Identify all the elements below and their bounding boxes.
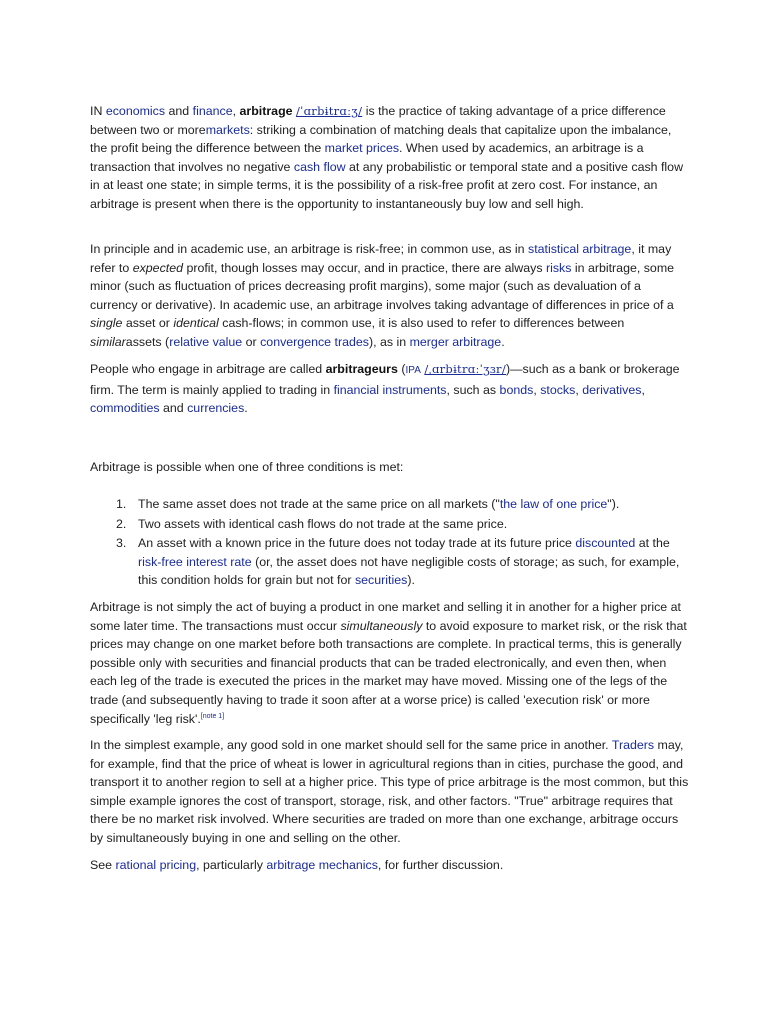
paragraph-execution-risk: Arbitrage is not simply the act of buying a product in one market and selling it in another for a higher price at some later time. The transactions must occur simultaneously to avoid exposure to market risk, or the risk that prices may change on one market before both transactions are complete. In practical terms, this is generally possible only with securities and financial products that can be traded electronically, and even then, when each leg of the trade is executed the prices in the market may have moved. Missing one of the legs of the trade (and subsequently having to trade it soon after at a worse price) is called 'execution risk' or more specifically 'leg risk'.[note 1] xyxy=(90,600,687,726)
paragraph-simple-example: In the simplest example, any good sold in one market should sell for the same price in another. Traders may, for example, find that the price of wheat is lower in agricultural regions than in cities, purchase the good, and transport it to another region to sell at a higher price. This type of price arbitrage is the most common, but this simple example ignores the cost of transport, storage, risk, and other factors. "True" arbitrage requires that there be no market risk involved. Where securities are traded on more than one exchange, arbitrage occurs by simultaneously buying in one and selling on the other. xyxy=(90,738,689,845)
ipa-pronunciation-link[interactable]: /ˈɑrbɨtrɑːʒ/ xyxy=(295,104,363,118)
link-bonds[interactable]: bonds xyxy=(499,382,534,397)
paragraph-definition: IN economics and finance, arbitrage /ˈɑrbɨtrɑːʒ/ is the practice of taking advantage of a price difference between two or moremarkets: striking a combination of matching deals that capitalize upon the imbalance, the profit being the difference between the market prices. When used by academics, an arbitrage is a transaction that involves no negative cash flow at any probabilistic or temporal state and a positive cash flow in at least one state; in simple terms, it is the possibility of a risk-free profit at zero cost. For instance, an arbitrage is present when there is the opportunity to instantaneously buy low and sell high. xyxy=(90,104,684,211)
note-1-link[interactable]: [note 1] xyxy=(200,712,225,720)
paragraph-see-also: See rational pricing, particularly arbitrage mechanics, for further discussion. xyxy=(90,858,504,872)
term-arbitrageurs: arbitrageurs xyxy=(325,362,398,376)
link-law-of-one-price[interactable]: the law of one price xyxy=(499,497,608,511)
link-stocks[interactable]: stocks xyxy=(540,382,576,397)
term-arbitrage: arbitrage xyxy=(239,104,293,118)
link-traders[interactable]: Traders xyxy=(611,738,655,752)
link-financial-instruments[interactable]: financial instruments xyxy=(333,382,447,397)
list-item: 3. An asset with a known price in the future does not today trade at its future price discounted at the risk-free interest rate (or, the asset does not have negligible costs of storage; as such, for example, this condition holds for grain but not for securities). xyxy=(116,536,680,588)
paragraph-risk: In principle and in academic use, an arbitrage is risk-free; in common use, as in statistical arbitrage, it may refer to expected profit, though losses may occur, and in practice, there are always risks in arbitrage, some minor (such as fluctuation of prices decreasing profit margins), some major (such as devaluation of a currency or derivative). In academic use, an arbitrage involves taking advantage of differences in price of a single asset or identical cash-flows; in common use, it is also used to refer to differences between similarassets (relative value or convergence trades), as in merger arbitrage. xyxy=(90,242,675,349)
link-currencies[interactable]: currencies xyxy=(187,401,245,416)
paragraph-conditions-intro: Arbitrage is possible when one of three conditions is met: xyxy=(90,460,404,474)
list-number: 1. xyxy=(116,497,127,511)
emphasis-identical: identical xyxy=(173,316,219,331)
link-economics[interactable]: economics xyxy=(105,104,166,118)
link-markets[interactable]: markets xyxy=(205,122,250,137)
list-item: 1. The same asset does not trade at the same price on all markets ("the law of one price"). xyxy=(90,495,690,514)
link-commodities[interactable]: commodities xyxy=(90,401,160,416)
link-rational-pricing[interactable]: rational pricing xyxy=(115,858,197,872)
link-market-prices[interactable]: market prices xyxy=(324,141,400,156)
list-number: 2. xyxy=(116,516,127,531)
link-convergence-trades[interactable]: convergence trades xyxy=(260,334,369,349)
link-securities[interactable]: securities xyxy=(354,573,408,588)
link-merger-arbitrage[interactable]: merger arbitrage xyxy=(409,334,502,349)
list-number: 3. xyxy=(116,536,127,551)
link-relative-value[interactable]: relative value xyxy=(169,334,243,349)
link-risks[interactable]: risks xyxy=(545,260,572,275)
ipa-tag-link[interactable]: IPA xyxy=(405,365,421,376)
ipa-pronunciation-link[interactable]: /ˌɑrbɨtrɑːˈʒɜr/ xyxy=(424,362,506,376)
emphasis-expected: expected xyxy=(132,260,183,275)
link-derivatives[interactable]: derivatives xyxy=(582,382,642,397)
link-cash-flow[interactable]: cash flow xyxy=(293,159,346,174)
emphasis-simultaneously: simultaneously xyxy=(340,618,423,633)
link-arbitrage-mechanics[interactable]: arbitrage mechanics xyxy=(266,858,378,872)
paragraph-arbitrageurs: People who engage in arbitrage are called arbitrageurs (IPA /ˌɑrbɨtrɑːˈʒɜr/)—such as a bank or brokerage firm. The term is mainly applied to trading in financial instruments, such as bonds, stocks, derivatives, commodities and currencies. xyxy=(90,362,680,416)
list-item: 2. Two assets with identical cash flows do not trade at the same price. xyxy=(90,515,690,534)
link-risk-free-interest-rate[interactable]: risk-free interest rate xyxy=(138,554,252,569)
link-statistical-arbitrage[interactable]: statistical arbitrage xyxy=(528,242,632,256)
link-finance[interactable]: finance xyxy=(192,104,233,118)
emphasis-single: single xyxy=(90,316,123,331)
conditions-list xyxy=(90,495,690,590)
link-discounted[interactable]: discounted xyxy=(575,536,636,551)
emphasis-similar: similar xyxy=(90,334,126,349)
